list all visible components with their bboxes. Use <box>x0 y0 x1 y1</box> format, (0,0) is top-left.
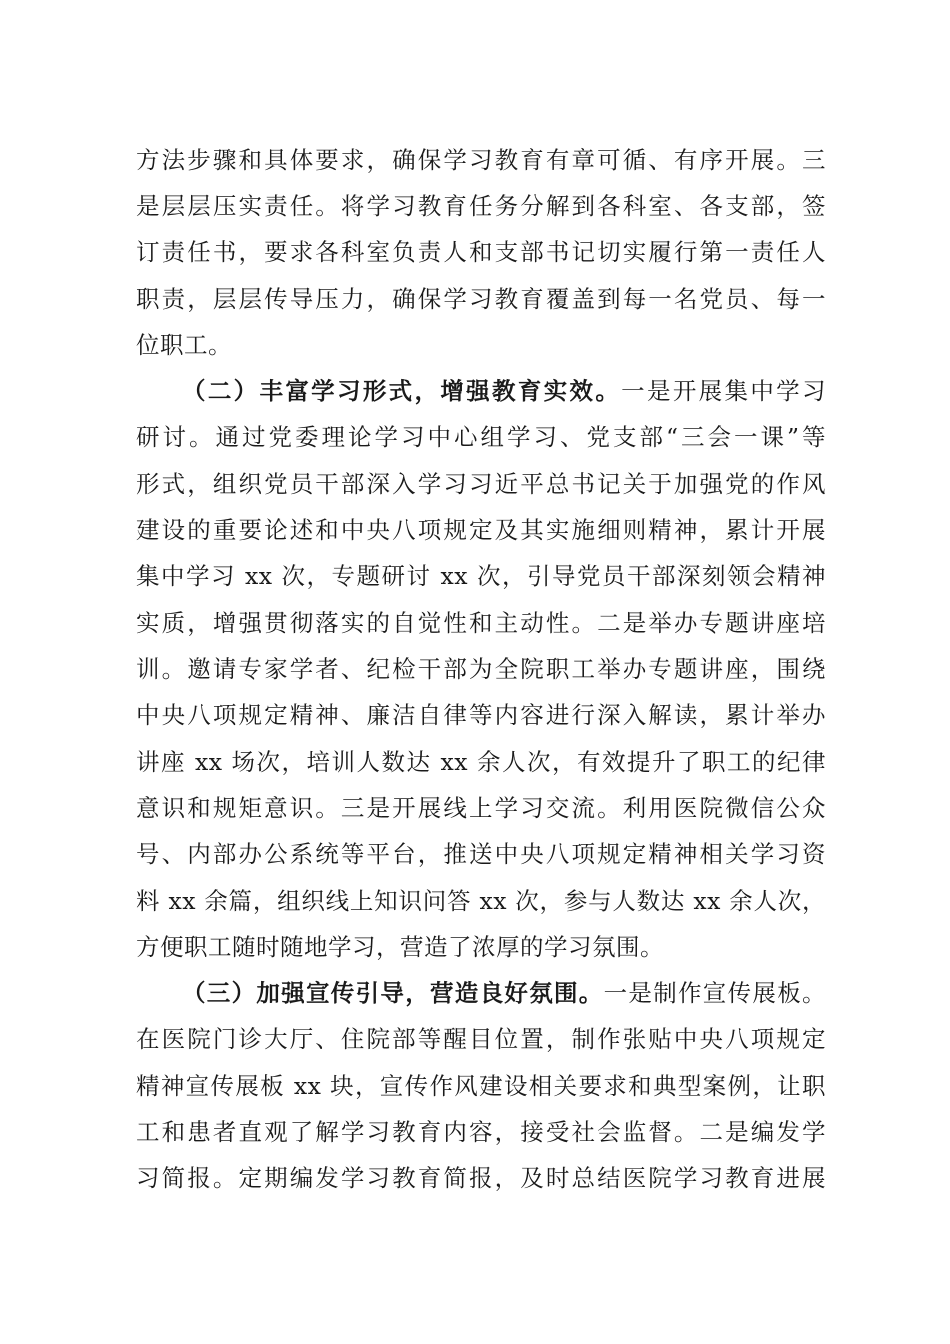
section-heading: （二）丰富学习形式，增强教育实效。 <box>182 377 622 405</box>
text-line: 讲座 xx 场次，培训人数达 xx 余人次，有效提升了职工的纪律 <box>136 748 826 776</box>
text-line: 实质，增强贯彻落实的自觉性和主动性。二是举办专题讲座培 <box>136 609 826 637</box>
text-line: 习简报。定期编发学习教育简报，及时总结医院学习教育进展 <box>136 1164 826 1192</box>
text-line: 位职工。 <box>136 331 232 359</box>
text-line: 方便职工随时随地学习，营造了浓厚的学习氛围。 <box>136 933 664 961</box>
section-heading: （三）加强宣传引导，营造良好氛围。 <box>182 979 604 1007</box>
text-line: 中央八项规定精神、廉洁自律等内容进行深入解读，累计举办 <box>136 701 826 729</box>
text-line: 形式，组织党员干部深入学习习近平总书记关于加强党的作风 <box>136 470 826 498</box>
section-heading-line <box>182 975 826 1011</box>
heading-line-text: 一是制作宣传展板。 <box>603 979 827 1007</box>
text-line: 订责任书，要求各科室负责人和支部书记切实履行第一责任人 <box>136 238 826 266</box>
text-line: 方法步骤和具体要求，确保学习教育有章可循、有序开展。三 <box>136 146 826 174</box>
text-line: 在医院门诊大厅、住院部等醒目位置，制作张贴中央八项规定 <box>136 1025 826 1053</box>
text-line: 精神宣传展板 xx 块，宣传作风建设相关要求和典型案例，让职 <box>136 1072 826 1100</box>
text-line: 训。邀请专家学者、纪检干部为全院职工举办专题讲座，围绕 <box>136 655 826 683</box>
heading-line-text: 一是开展集中学习 <box>621 377 827 405</box>
text-line: 工和患者直观了解学习教育内容，接受社会监督。二是编发学 <box>136 1118 826 1146</box>
text-line: 意识和规矩意识。三是开展线上学习交流。利用医院微信公众 <box>136 794 826 822</box>
text-line: 号、内部办公系统等平台，推送中央八项规定精神相关学习资 <box>136 840 826 868</box>
text-line: 职责，层层传导压力，确保学习教育覆盖到每一名党员、每一 <box>136 285 826 313</box>
section-heading-line <box>182 373 826 409</box>
text-line: 集中学习 xx 次，专题研讨 xx 次，引导党员干部深刻领会精神 <box>136 562 826 590</box>
text-line: 是层层压实责任。将学习教育任务分解到各科室、各支部，签 <box>136 192 826 220</box>
text-line: 建设的重要论述和中央八项规定及其实施细则精神，累计开展 <box>136 516 826 544</box>
text-line: 料 xx 余篇，组织线上知识问答 xx 次，参与人数达 xx 余人次， <box>136 887 826 915</box>
text-line: 研讨。通过党委理论学习中心组学习、党支部“三会一课”等 <box>136 423 826 451</box>
